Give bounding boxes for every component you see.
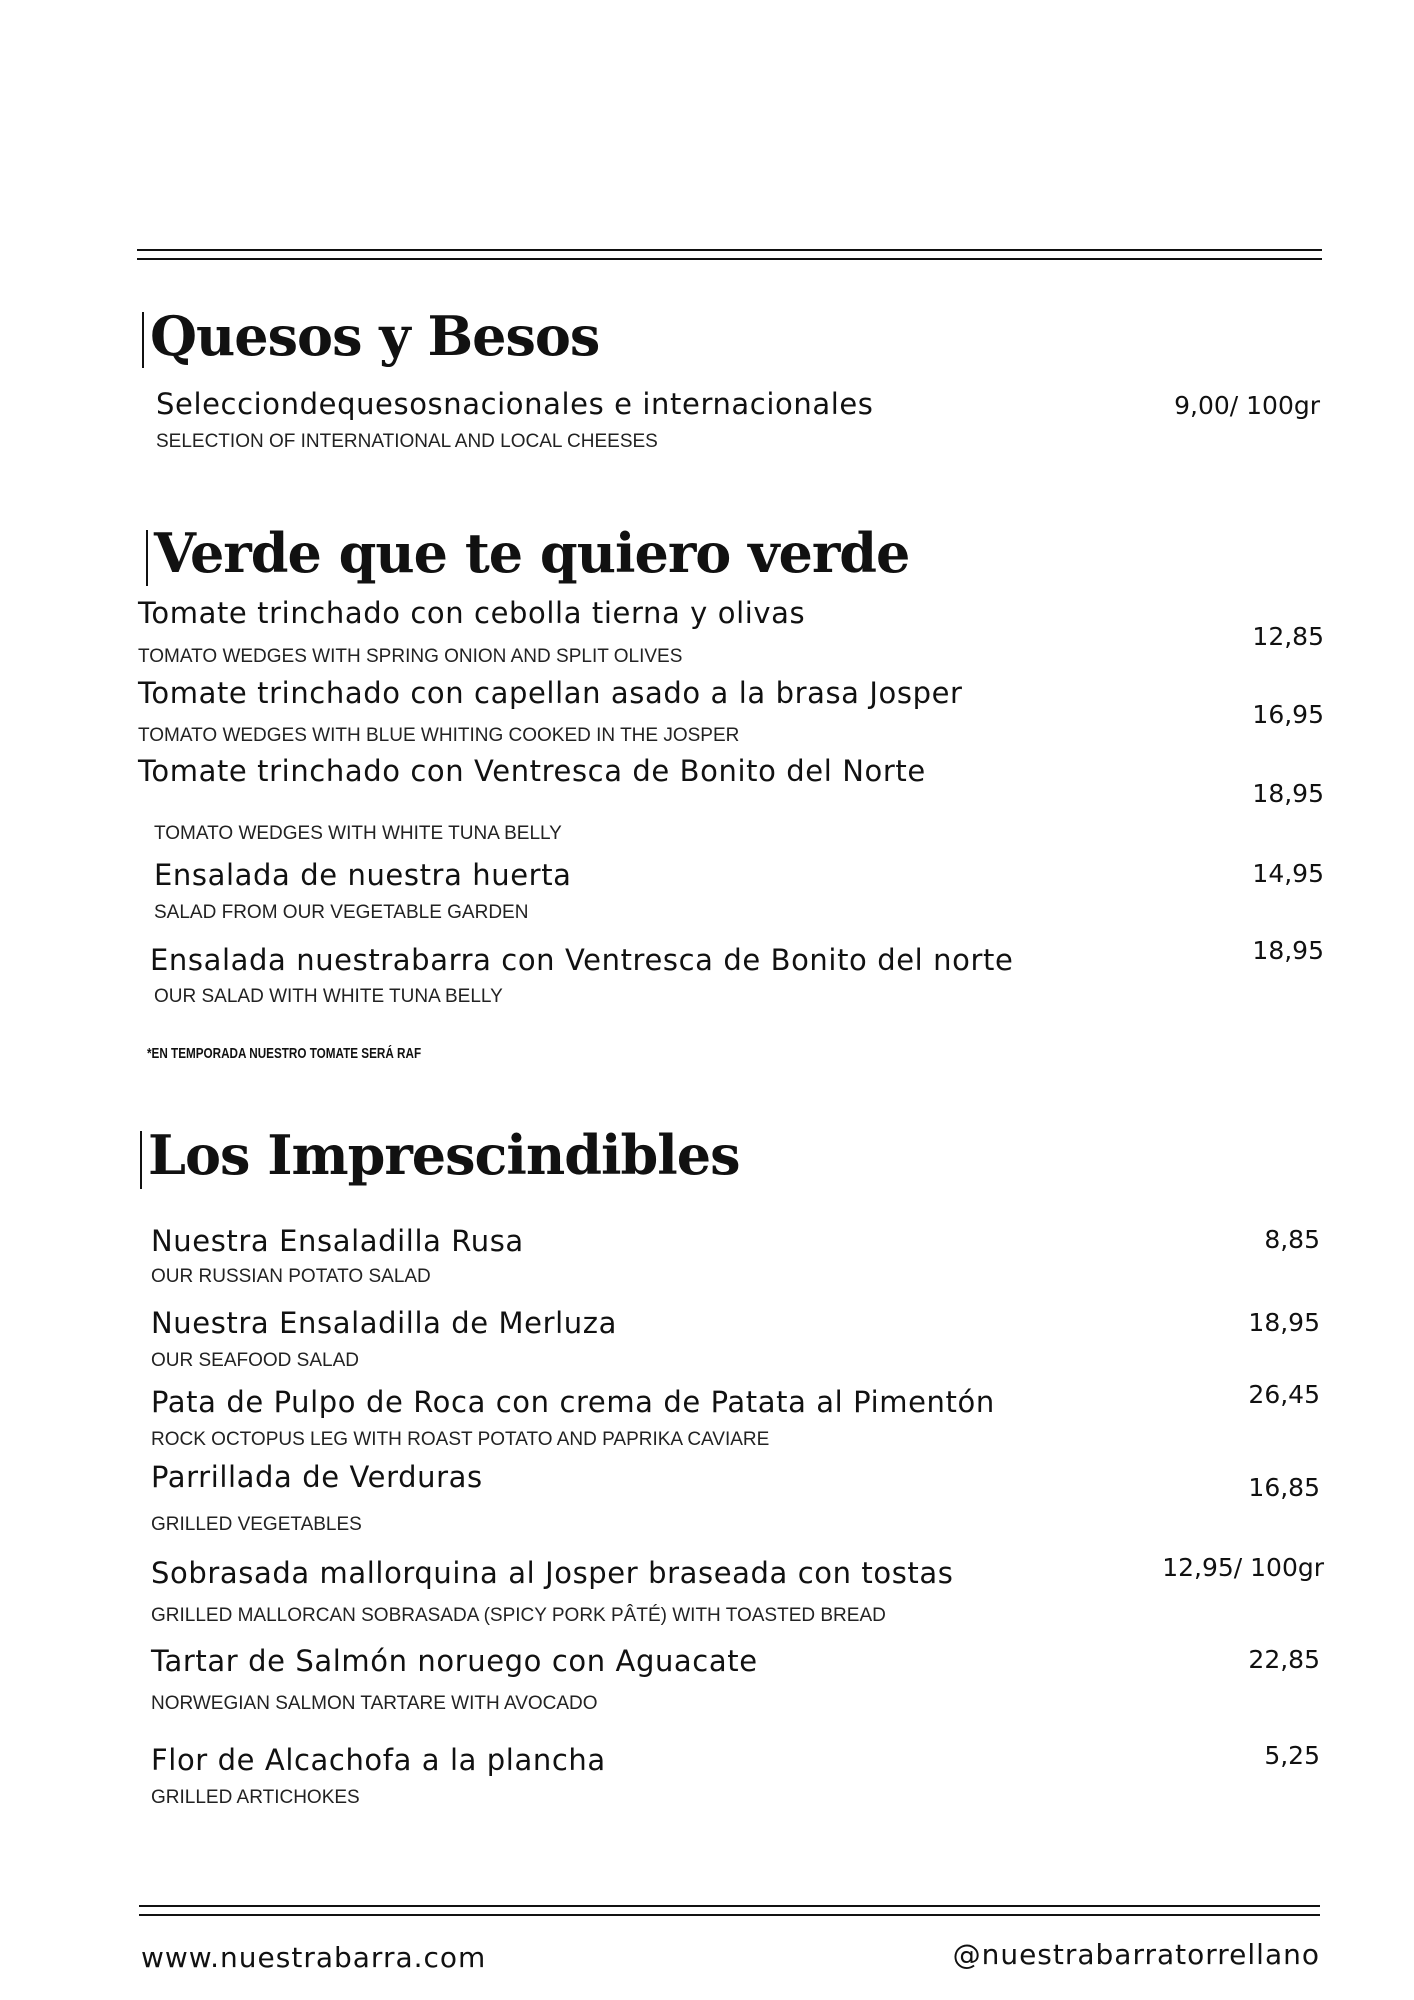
top-divider-line [137,258,1322,260]
menu-item-description: ROCK OCTOPUS LEG WITH ROAST POTATO AND PAPRIKA CAVIARE [151,1429,770,1450]
menu-item-description: TOMATO WEDGES WITH BLUE WHITING COOKED IN THE JOSPER [138,725,740,746]
menu-item-price: 14,95 [1252,859,1324,888]
menu-item-name: Sobrasada mallorquina al Josper braseada con tostas [151,1556,954,1590]
menu-item-name: Tomate trinchado con Ventresca de Bonito del Norte [138,754,926,788]
section-accent-bar [146,530,148,586]
menu-item-price: 16,95 [1252,700,1324,729]
section-accent-bar [142,312,144,368]
section-title-imprescindibles: Los Imprescindibles [148,1123,740,1187]
bottom-divider-line [139,1905,1320,1907]
menu-item-price: 12,95/ 100gr [1162,1553,1324,1582]
menu-item-price: 5,25 [1264,1741,1320,1770]
menu-item-price: 8,85 [1264,1225,1320,1254]
menu-item-name: Flor de Alcachofa a la plancha [151,1743,606,1777]
menu-item-name: Selecciondequesosnacionales e internacionales [156,387,874,421]
seasonal-note: *EN TEMPORADA NUESTRO TOMATE SERÁ RAF [147,1045,422,1062]
menu-item-description: OUR RUSSIAN POTATO SALAD [151,1266,431,1287]
menu-item-description: OUR SALAD WITH WHITE TUNA BELLY [154,986,503,1007]
top-divider-line [137,249,1322,251]
menu-item-description: GRILLED MALLORCAN SOBRASADA (SPICY PORK PÂTÉ) WITH TOASTED BREAD [151,1605,886,1626]
menu-item-price: 18,95 [1248,1308,1320,1337]
menu-item-price: 9,00/ 100gr [1174,391,1320,420]
menu-item-name: Tomate trinchado con cebolla tierna y olivas [138,596,806,630]
menu-item-description: SALAD FROM OUR VEGETABLE GARDEN [154,902,529,923]
menu-item-description: OUR SEAFOOD SALAD [151,1350,359,1371]
menu-item-price: 22,85 [1248,1645,1320,1674]
menu-item-name: Tartar de Salmón noruego con Aguacate [151,1644,758,1678]
menu-item-description: TOMATO WEDGES WITH WHITE TUNA BELLY [154,823,562,844]
menu-item-price: 18,95 [1252,779,1324,808]
menu-item-description: NORWEGIAN SALMON TARTARE WITH AVOCADO [151,1693,598,1714]
menu-item-price: 26,45 [1248,1380,1320,1409]
menu-item-name: Pata de Pulpo de Roca con crema de Patata al Pimentón [151,1385,995,1419]
menu-item-description: GRILLED ARTICHOKES [151,1787,360,1808]
menu-item-description: GRILLED VEGETABLES [151,1514,362,1535]
section-title-verde: Verde que te quiero verde [154,521,910,585]
menu-item-price: 12,85 [1252,622,1324,651]
menu-item-name: Nuestra Ensaladilla Rusa [151,1224,524,1258]
menu-item-price: 18,95 [1252,936,1324,965]
menu-item-price: 16,85 [1248,1473,1320,1502]
footer-instagram-handle[interactable]: @nuestrabarratorrellano [952,1938,1320,1971]
menu-item-name: Ensalada de nuestra huerta [154,858,572,892]
menu-item-description: SELECTION OF INTERNATIONAL AND LOCAL CHEESES [156,431,658,452]
menu-item-name: Nuestra Ensaladilla de Merluza [151,1306,617,1340]
menu-item-name: Ensalada nuestrabarra con Ventresca de Bonito del norte [150,943,1014,977]
section-title-quesos: Quesos y Besos [150,304,600,368]
section-accent-bar [140,1131,142,1189]
footer-website[interactable]: www.nuestrabarra.com [141,1941,487,1974]
bottom-divider-line [139,1914,1320,1916]
menu-item-description: TOMATO WEDGES WITH SPRING ONION AND SPLIT OLIVES [138,646,683,667]
menu-item-name: Parrillada de Verduras [151,1460,483,1494]
menu-item-name: Tomate trinchado con capellan asado a la brasa Josper [138,676,963,710]
